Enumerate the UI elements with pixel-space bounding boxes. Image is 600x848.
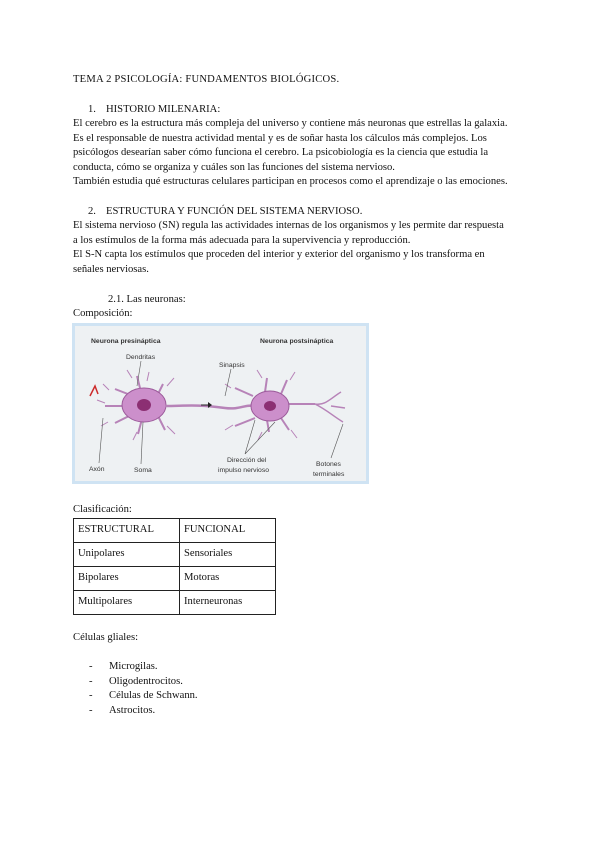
classification-label: Clasificación: [73,504,132,515]
synapse-label: Sinapsis [219,362,245,369]
paragraph-line: También estudia qué estructuras celulares participan en procesos como el aprendizaje o las emociones. [73,176,508,188]
paragraph-line: psicólogos desearían saber cómo funciona el cerebro. La psicobiología es la ciencia que estudia la [73,147,489,159]
table-cell: Multipolares [74,591,180,615]
table-cell: Motoras [180,567,276,591]
postsynaptic-neuron [225,370,345,440]
glial-cells-list [89,660,198,718]
table-row [74,567,276,591]
list-item-text: Oligodentrocitos. [109,675,183,687]
axon-start-icon [90,386,98,396]
list-dash: - [89,690,93,702]
paragraph-line: a los estímulos de la forma más adecuada para la supervivencia y reproducción. [73,234,411,246]
direction-label-line2: impulso nervioso [218,467,269,474]
section-1-paragraph [73,117,543,190]
section-2-number: 2. [88,206,96,217]
table-cell: Sensoriales [180,543,276,567]
neuron-diagram [72,323,369,484]
section-1-heading [88,103,220,118]
list-dash: - [89,704,93,716]
list-item [89,675,198,690]
direction-label-line1: Dirección del [227,457,267,464]
presynaptic-neuron [97,370,175,440]
list-item [89,704,198,719]
section-1-heading-text: HISTORIO MILENARIA: [106,104,221,115]
list-item [89,660,198,675]
document-title: TEMA 2 PSICOLOGÍA: FUNDAMENTOS BIOLÓGICOS. [73,74,340,85]
table-cell: Interneuronas [180,591,276,615]
table-row [74,591,276,615]
table-row [74,543,276,567]
list-item-text: Astrocitos. [109,704,156,716]
list-dash: - [89,661,93,672]
paragraph-line: El cerebro es la estructura más compleja del universo y contiene más neuronas que estrellas la galaxia. [73,118,508,129]
section-1-number: 1. [88,104,96,115]
table-header-row [74,519,276,543]
subsection-heading: 2.1. Las neuronas: [108,294,186,305]
axon-label: Axón [89,466,105,473]
paragraph-line: conducta, cómo se organiza y cuáles son las funciones del sistema nervioso. [73,161,395,173]
postsynaptic-label: Neurona postsináptica [260,338,334,345]
list-item-text: Microgilas. [109,661,158,672]
terminals-label-line2: terminales [313,471,345,478]
paragraph-line: Es el responsable de nuestra actividad mental y es de soñar hasta los cálculos más complejos. Los [73,132,487,144]
soma-label: Soma [134,467,152,474]
table-cell: Unipolares [74,543,180,567]
list-item [89,689,198,704]
section-2-paragraph [73,219,543,277]
section-2-heading [88,205,362,220]
table-header-cell: ESTRUCTURAL [74,519,180,543]
list-dash: - [89,675,93,687]
presynaptic-label: Neurona presináptica [91,338,161,345]
classification-table [73,518,276,615]
table-cell: Bipolares [74,567,180,591]
dendrites-label: Dendritas [126,354,156,361]
paragraph-line: El sistema nervioso (SN) regula las actividades internas de los organismos y les permite dar respuesta [73,220,504,231]
glial-cells-label: Células gliales: [73,632,139,643]
paragraph-line: señales nerviosas. [73,263,149,275]
composition-label: Composición: [73,308,133,319]
terminals-label-line1: Botones [316,461,341,468]
section-2-heading-text: ESTRUCTURA Y FUNCIÓN DEL SISTEMA NERVIOSO. [106,206,363,217]
list-item-text: Células de Schwann. [109,690,198,702]
table-header-cell: FUNCIONAL [180,519,276,543]
paragraph-line: El S-N capta los estímulos que proceden del interior y exterior del organismo y los transforma en [73,249,485,261]
